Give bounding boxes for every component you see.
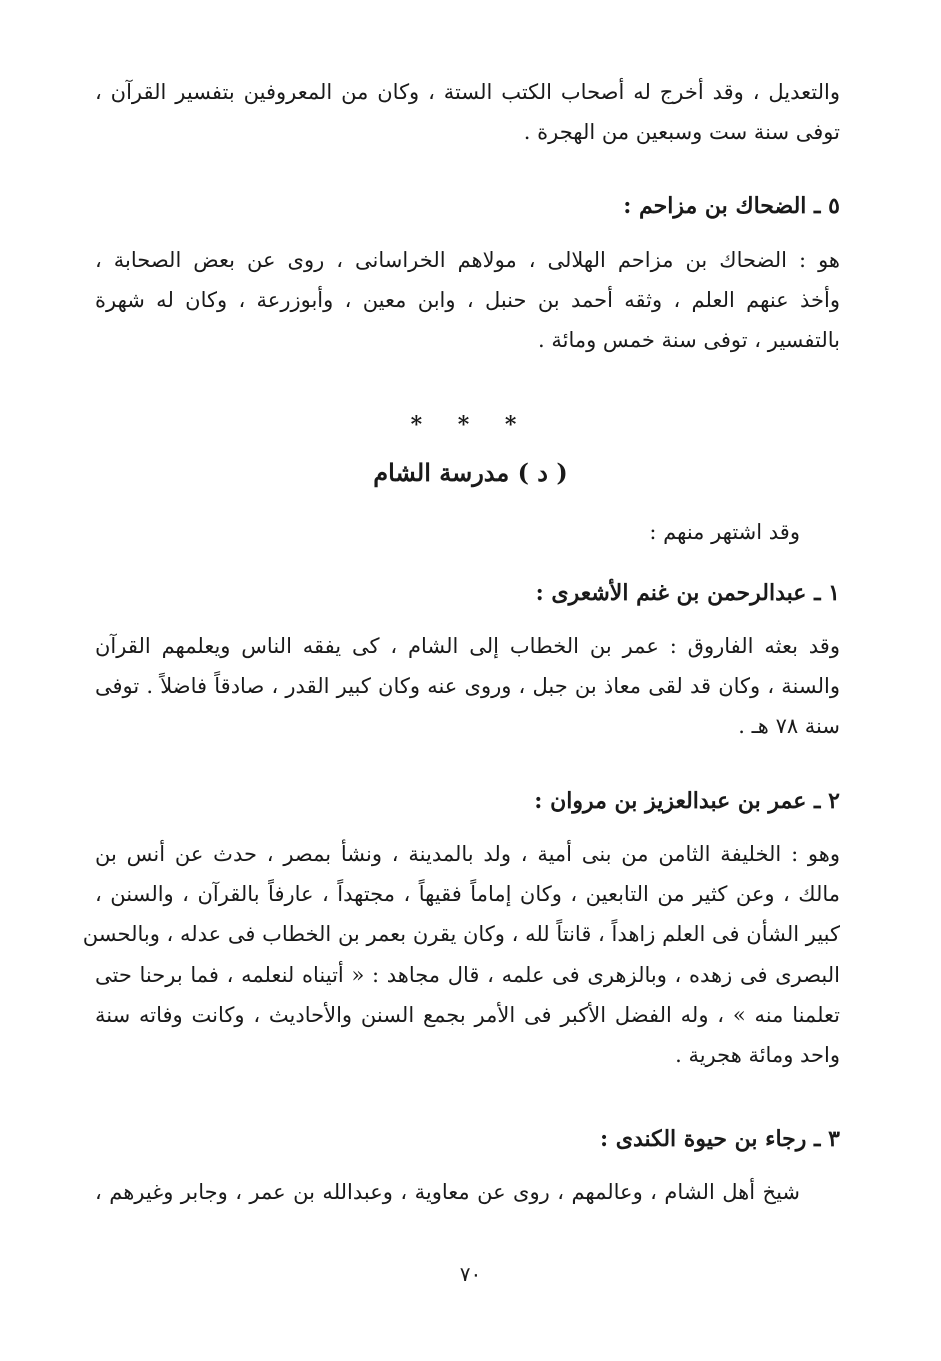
text-line: تعلمنا منه » ، وله الفضل الأكبر فى الأمر بجمع السنن والأحاديث ، وكانت وفاته سنة [95,1002,840,1027]
section-heading [95,1126,840,1152]
text-line: سنة ٧٨ هـ . [738,714,840,739]
text-line: مالك ، وعن كثير من التابعين ، وكان إماماً فقيهاً ، مجتهداً ، عارفاً بالقرآن ، والسنن ، [95,882,840,907]
heading-dahhak: ٥ ـ الضحاك بن مزاحم : [623,193,840,219]
text-line: بالتفسير ، توفى سنة خمس ومائة . [538,328,840,353]
intro-line [95,520,800,545]
page-number: ٧٠ [459,1262,482,1286]
section-heading [95,788,840,814]
text-line: وقد بعثه الفاروق : عمر بن الخطاب إلى الشام ، كى يفقه الناس ويعلمهم القرآن [95,634,840,658]
paragraph [95,1180,800,1205]
paragraph [95,634,840,740]
section-heading [95,193,840,219]
heading-abdulrahman: ١ ـ عبدالرحمن بن غنم الأشعرى : [535,580,840,606]
paragraph [95,80,840,145]
text-line: توفى سنة ست وسبعين من الهجرة . [523,120,840,145]
section-heading [95,580,840,606]
text-line: هو : الضحاك بن مزاحم الهلالى ، مولاهم الخراسانى ، روى عن بعض الصحابة ، [95,248,840,272]
paragraph [95,248,840,354]
text-line: شيخ أهل الشام ، وعالمهم ، روى عن معاوية ، وعبدالله بن عمر ، وجابر وغيرهم ، [95,1180,800,1204]
text-line: والتعديل ، وقد أخرج له أصحاب الكتب الستة ، وكان من المعروفين بتفسير القرآن ، [95,80,840,104]
paragraph [82,842,840,1068]
text-line: وأخذ عنهم العلم ، وثقه أحمد بن حنبل ، وابن معين ، وأبوزرعة ، وكان له شهرة [95,288,840,313]
section-title: ( د ) مدرسة الشام [373,458,568,487]
text-line: وهو : الخليفة الثامن من بنى أمية ، ولد بالمدينة ، ونشأ بمصر ، حدث عن أنس بن [95,842,840,866]
text-line: والسنة ، وكان قد لقى معاذ بن جبل ، وروى عنه وكان كبير القدر ، صادقاً فاضلاً . توفى [95,674,840,699]
text-line: البصرى فى زهده ، وبالزهرى فى علمه ، قال مجاهد : « أتيناه لنعلمه ، فما برحنا حتى [95,962,840,987]
heading-raja: ٣ ـ رجاء بن حيوة الكندى : [600,1126,840,1152]
heading-umar: ٢ ـ عمر بن عبدالعزيز بن مروان : [534,788,840,814]
text-line: كبير الشأن فى العلم زاهداً ، قانتاً لله ، وكان يقرن بعمر بن الخطاب فى عدله ، وبالحسن [82,922,840,947]
separator-stars: * * * [410,412,531,438]
text-line: وقد اشتهر منهم : [649,520,800,544]
text-line: واحد ومائة هجرية . [675,1042,840,1067]
